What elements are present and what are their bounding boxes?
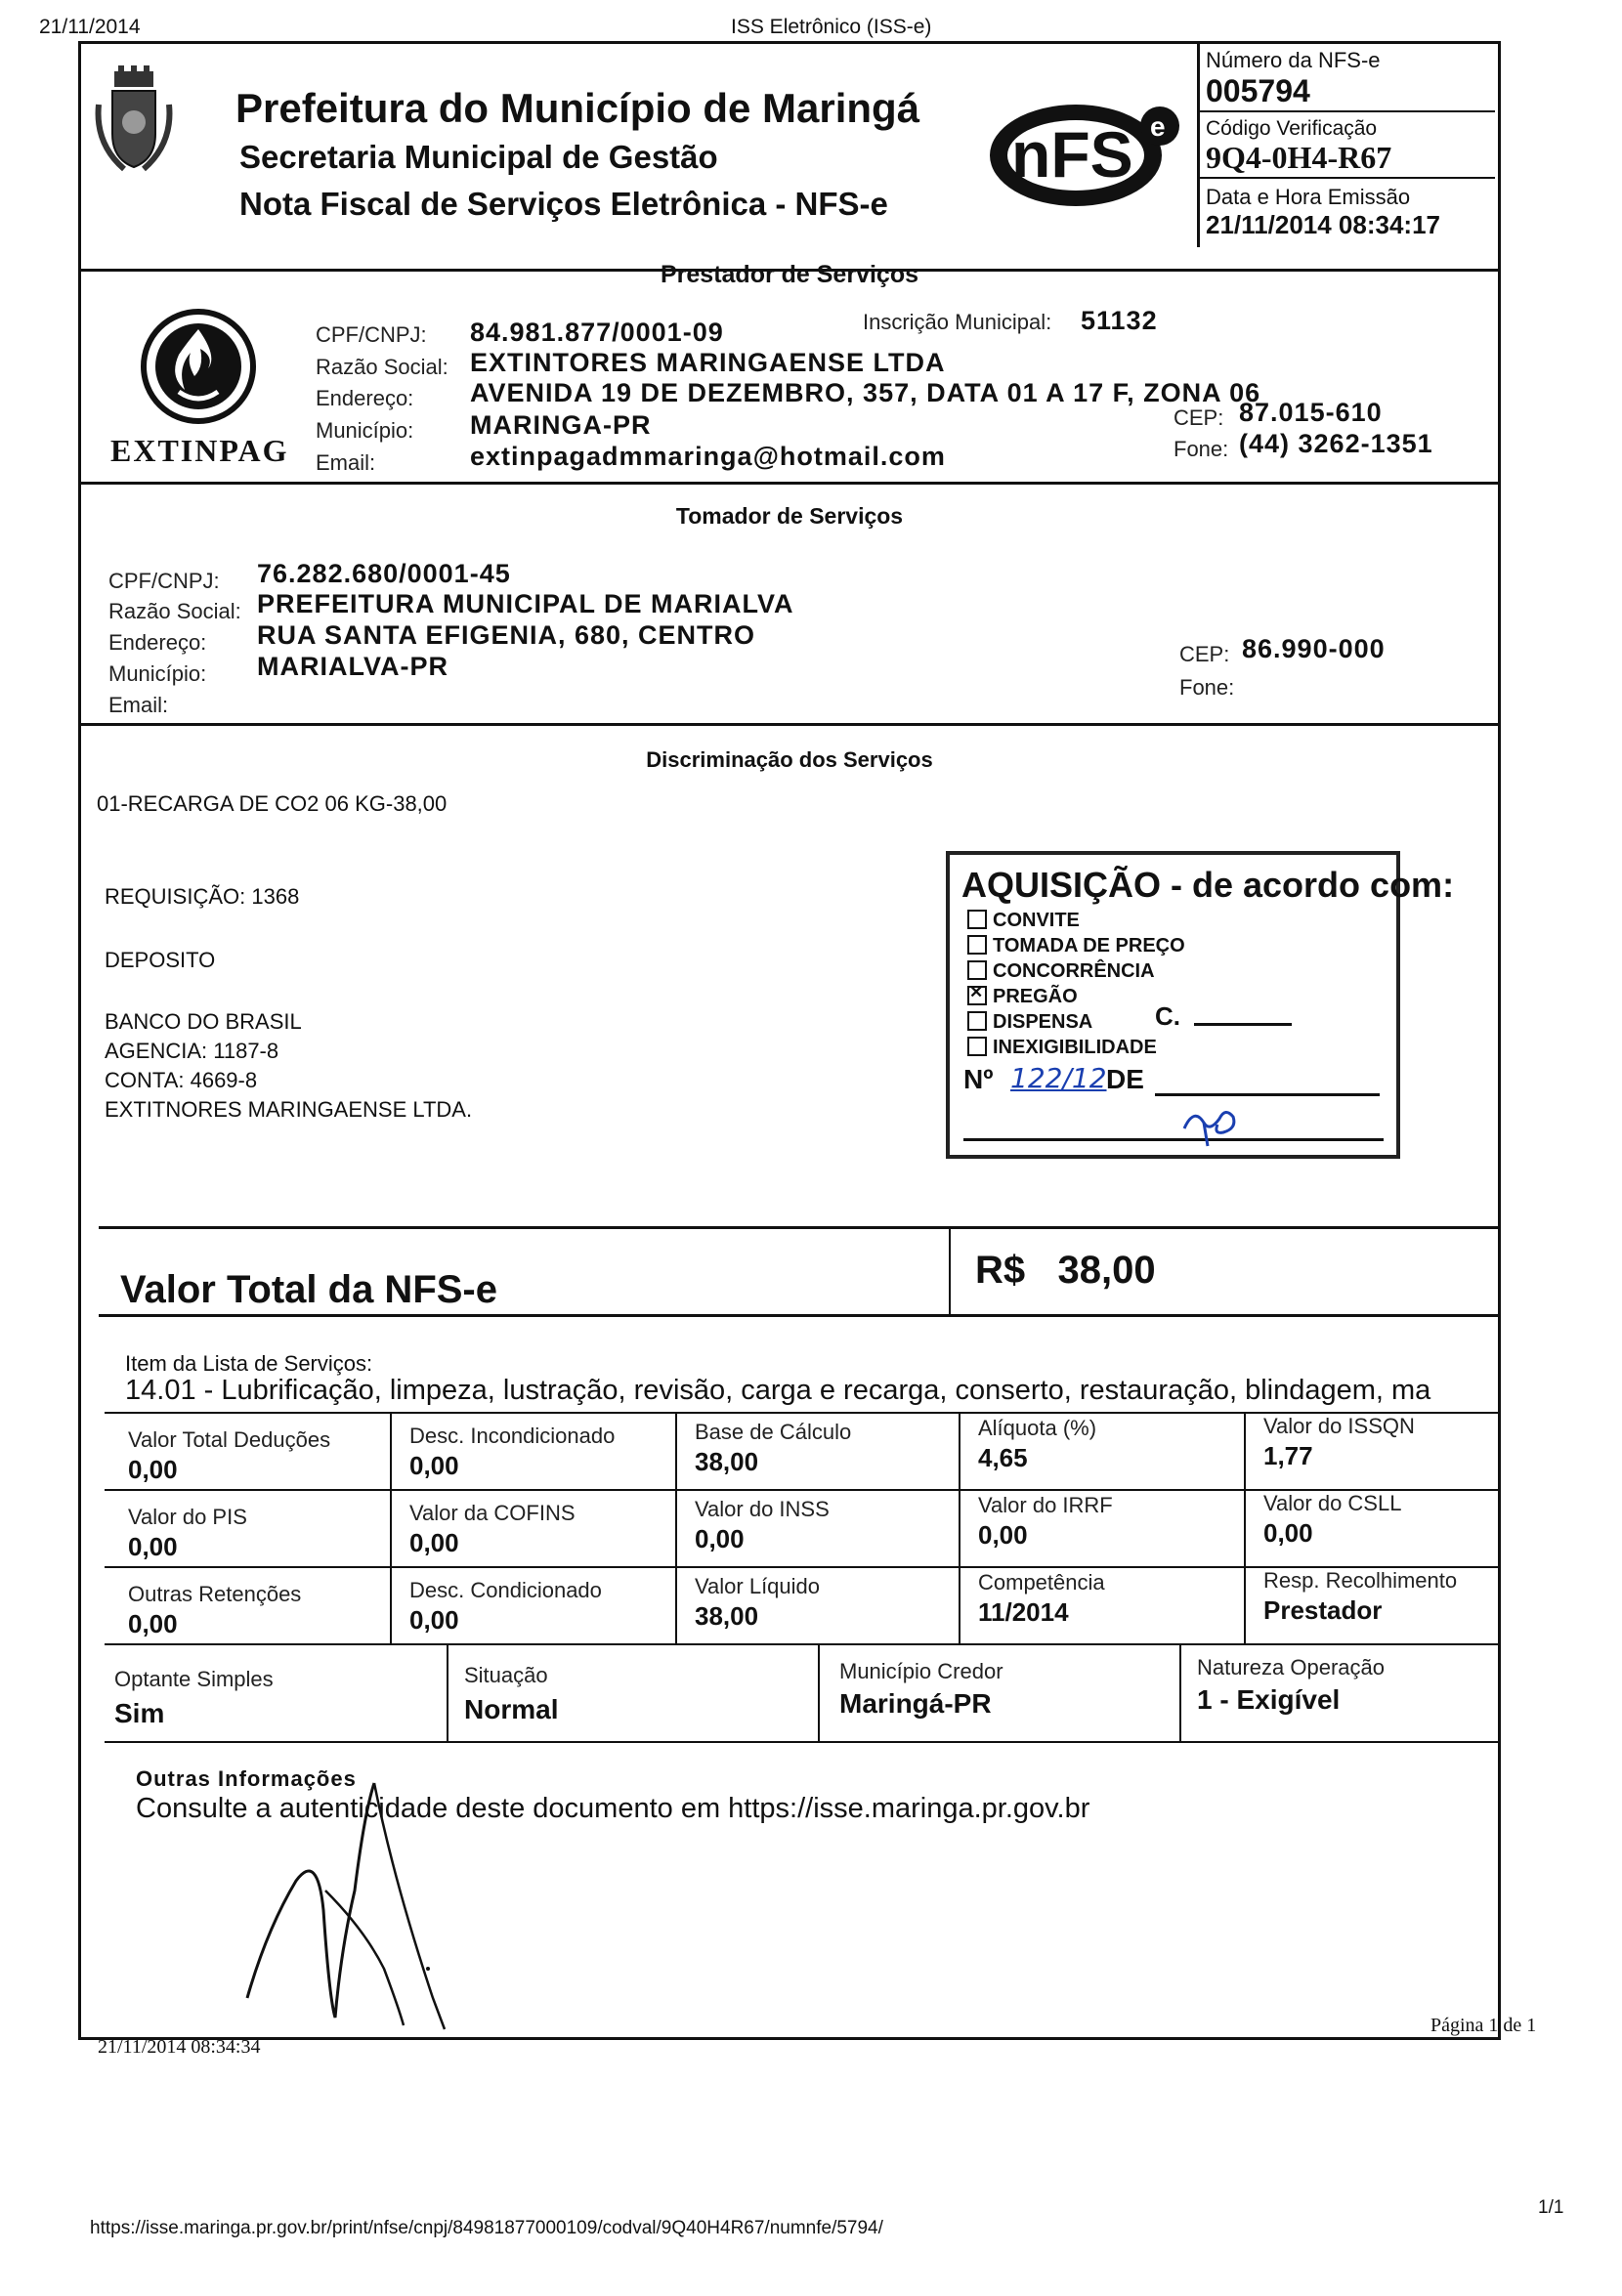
item-lista-text: 14.01 - Lubrificação, limpeza, lustração, revisão, carga e recarga, conserto, restauração, blindagem, ma xyxy=(125,1375,1431,1406)
valor-cell-label: Competência xyxy=(978,1570,1105,1594)
department-name: Secretaria Municipal de Gestão xyxy=(239,139,718,175)
stamp-option-tomada: TOMADA DE PREÇO xyxy=(967,935,1185,957)
document-title: Nota Fiscal de Serviços Eletrônica - NFS-e xyxy=(239,186,888,222)
tomador-fone-label: Fone: xyxy=(1179,675,1235,700)
servicos-section-title: Discriminação dos Serviços xyxy=(646,747,933,772)
checked-checkbox-icon xyxy=(967,986,987,1005)
prestador-endereco-label: Endereço: xyxy=(316,386,414,410)
stamp-option-concorrencia: CONCORRÊNCIA xyxy=(967,960,1155,983)
prestador-cpf: 84.981.877/0001-09 xyxy=(470,318,724,347)
checkbox-icon xyxy=(967,960,987,980)
stamp-de-label: DE xyxy=(1106,1064,1144,1094)
servico-line: AGENCIA: 1187-8 xyxy=(105,1039,279,1063)
codigo-label: Código Verificação xyxy=(1206,117,1378,140)
stamp-numero-prefix: Nº xyxy=(963,1064,994,1094)
valor-cell-label: Desc. Incondicionado xyxy=(409,1424,616,1448)
servico-line: DEPOSITO xyxy=(105,948,216,972)
data-value: 21/11/2014 08:34:17 xyxy=(1206,210,1440,239)
info-cell-label: Município Credor xyxy=(839,1659,1003,1683)
valor-cell-value: 0,00 xyxy=(128,1532,178,1561)
valor-cell-label: Valor Líquido xyxy=(695,1574,821,1598)
info-cell-label: Optante Simples xyxy=(114,1667,274,1691)
stamp-option-pregao: ✕PREGÃO xyxy=(967,986,1078,1008)
valor-cell-value: Prestador xyxy=(1263,1595,1383,1625)
valor-cell-value: 0,00 xyxy=(409,1528,459,1557)
svg-text:e: e xyxy=(1150,111,1166,142)
prestador-municipio-label: Município: xyxy=(316,418,414,443)
numero-value: 005794 xyxy=(1206,73,1310,108)
pagina-indicator: Página 1 de 1 xyxy=(1430,2015,1537,2036)
valores-grid xyxy=(105,1412,1498,1666)
valor-cell-value: 0,00 xyxy=(409,1605,459,1635)
valor-cell-label: Valor do INSS xyxy=(695,1497,830,1521)
prestador-cpf-label: CPF/CNPJ: xyxy=(316,322,427,347)
print-date: 21/11/2014 xyxy=(39,16,141,38)
svg-text:nFS: nFS xyxy=(1011,118,1133,191)
servico-line: EXTITNORES MARINGAENSE LTDA. xyxy=(105,1097,473,1122)
prestador-logo-text: EXTINPAG xyxy=(110,433,289,468)
valor-cell-value: 0,00 xyxy=(409,1451,459,1480)
tomador-municipio-label: Município: xyxy=(108,661,207,686)
tomador-cpf-label: CPF/CNPJ: xyxy=(108,569,220,593)
valor-cell-value: 0,00 xyxy=(128,1609,178,1638)
extinpag-logo-icon xyxy=(140,308,257,425)
checkbox-icon xyxy=(967,910,987,929)
tomador-cpf: 76.282.680/0001-45 xyxy=(257,559,511,588)
tomador-razao-label: Razão Social: xyxy=(108,599,241,623)
valor-cell-label: Valor do PIS xyxy=(128,1505,247,1529)
prestador-email-label: Email: xyxy=(316,450,376,475)
valor-cell-label: Valor do IRRF xyxy=(978,1493,1113,1517)
prestador-email: extinpagadmmaringa@hotmail.com xyxy=(470,442,946,471)
info-cell-value: Normal xyxy=(464,1694,559,1724)
tomador-endereco: RUA SANTA EFIGENIA, 680, CENTRO xyxy=(257,620,756,650)
nfse-document xyxy=(78,41,1501,2040)
prestador-section-title: Prestador de Serviços xyxy=(660,261,918,288)
tomador-email-label: Email: xyxy=(108,693,169,717)
valor-cell-label: Alíquota (%) xyxy=(978,1416,1097,1440)
handwritten-signature xyxy=(228,1773,540,2037)
stamp-option-convite: CONVITE xyxy=(967,910,1080,932)
valor-cell-value: 0,00 xyxy=(128,1455,178,1484)
system-title: ISS Eletrônico (ISS-e) xyxy=(731,16,932,38)
prestador-razao: EXTINTORES MARINGAENSE LTDA xyxy=(470,348,946,377)
valor-cell-value: 38,00 xyxy=(695,1447,759,1476)
stamp-initials-signature xyxy=(1174,1099,1253,1148)
outras-text: Consulte a autenticidade deste documento em https://isse.maringa.pr.gov.br xyxy=(136,1793,1090,1824)
info-cell-value: Sim xyxy=(114,1698,165,1728)
info-cell-value: Maringá-PR xyxy=(839,1688,992,1719)
valor-cell-value: 0,00 xyxy=(695,1524,745,1553)
valor-cell-value: 1,77 xyxy=(1263,1441,1313,1470)
city-coat-of-arms-icon xyxy=(95,65,173,173)
nfse-logo-icon xyxy=(988,95,1183,212)
stamp-title: AQUISIÇÃO - de acordo com: xyxy=(961,865,1455,905)
valor-cell-value: 11/2014 xyxy=(978,1597,1069,1627)
prestador-fone: (44) 3262-1351 xyxy=(1239,429,1433,458)
tomador-razao: PREFEITURA MUNICIPAL DE MARIALVA xyxy=(257,589,794,618)
servico-line: REQUISIÇÃO: 1368 xyxy=(105,884,300,909)
prestador-cep-label: CEP: xyxy=(1174,405,1224,430)
valor-cell-label: Valor do ISSQN xyxy=(1263,1414,1415,1438)
nfse-info-box xyxy=(1197,44,1495,247)
valor-cell-value: 0,00 xyxy=(1263,1518,1313,1548)
tomador-section-title: Tomador de Serviços xyxy=(675,503,904,529)
info-cell-label: Situação xyxy=(464,1663,548,1687)
prestador-municipio: MARINGA-PR xyxy=(470,410,652,440)
info-cell-label: Natureza Operação xyxy=(1197,1655,1385,1679)
stamp-numero-handwritten: 122/12 xyxy=(1010,1062,1107,1094)
codigo-value: 9Q4-0H4-R67 xyxy=(1206,140,1392,175)
servico-line: CONTA: 4669-8 xyxy=(105,1068,258,1092)
valor-cell-label: Valor do CSLL xyxy=(1263,1491,1402,1515)
valor-cell-label: Resp. Recolhimento xyxy=(1263,1568,1458,1593)
servico-line: 01-RECARGA DE CO2 06 KG-38,00 xyxy=(97,791,448,816)
valor-cell-value: 38,00 xyxy=(695,1601,759,1631)
valor-cell-value: 4,65 xyxy=(978,1443,1028,1472)
tomador-cep: 86.990-000 xyxy=(1242,634,1386,663)
checkbox-icon xyxy=(967,935,987,955)
prestador-inscricao: 51132 xyxy=(1081,306,1158,335)
printed-at: 21/11/2014 08:34:34 xyxy=(98,2036,261,2058)
data-label: Data e Hora Emissão xyxy=(1206,185,1411,209)
valor-cell-label: Base de Cálculo xyxy=(695,1420,852,1444)
item-lista-label: Item da Lista de Serviços: xyxy=(125,1351,373,1376)
stamp-option-inexigibilidade: INEXIGIBILIDADE xyxy=(967,1037,1157,1059)
valor-cell-label: Valor Total Deduções xyxy=(128,1427,331,1452)
stamp-c-label: C. xyxy=(1155,1001,1180,1031)
stamp-option-dispensa: DISPENSA xyxy=(967,1011,1092,1034)
prestador-inscricao-label: Inscrição Municipal: xyxy=(863,310,1052,334)
info-row xyxy=(105,1643,1498,1741)
prestador-razao-label: Razão Social: xyxy=(316,355,448,379)
outras-label: Outras Informações xyxy=(136,1766,357,1791)
prestador-cep: 87.015-610 xyxy=(1239,398,1383,427)
valor-cell-label: Desc. Condicionado xyxy=(409,1578,602,1602)
tomador-municipio: MARIALVA-PR xyxy=(257,652,448,681)
tomador-endereco-label: Endereço: xyxy=(108,630,207,655)
total-label: Valor Total da NFS-e xyxy=(120,1268,497,1311)
document-url[interactable]: https://isse.maringa.pr.gov.br/print/nfse/cnpj/84981877000109/codval/9Q40H4R67/numnfe/5794/ xyxy=(90,2218,883,2238)
prestador-endereco: AVENIDA 19 DE DEZEMBRO, 357, DATA 01 A 17 F, ZONA 06 xyxy=(470,378,1261,407)
city-name: Prefeitura do Município de Maringá xyxy=(235,85,920,131)
valor-cell-label: Outras Retenções xyxy=(128,1582,302,1606)
tomador-cep-label: CEP: xyxy=(1179,642,1230,666)
numero-label: Número da NFS-e xyxy=(1206,48,1381,72)
checkbox-icon xyxy=(967,1037,987,1056)
prestador-fone-label: Fone: xyxy=(1174,437,1229,461)
servico-line: BANCO DO BRASIL xyxy=(105,1009,302,1034)
info-cell-value: 1 - Exigível xyxy=(1197,1684,1341,1715)
valor-cell-label: Valor da COFINS xyxy=(409,1501,576,1525)
checkbox-icon xyxy=(967,1011,987,1031)
valor-cell-value: 0,00 xyxy=(978,1520,1028,1550)
total-value: R$ 38,00 xyxy=(975,1249,1156,1292)
aquisicao-stamp xyxy=(946,851,1455,1159)
page-count: 1/1 xyxy=(1538,2197,1564,2218)
